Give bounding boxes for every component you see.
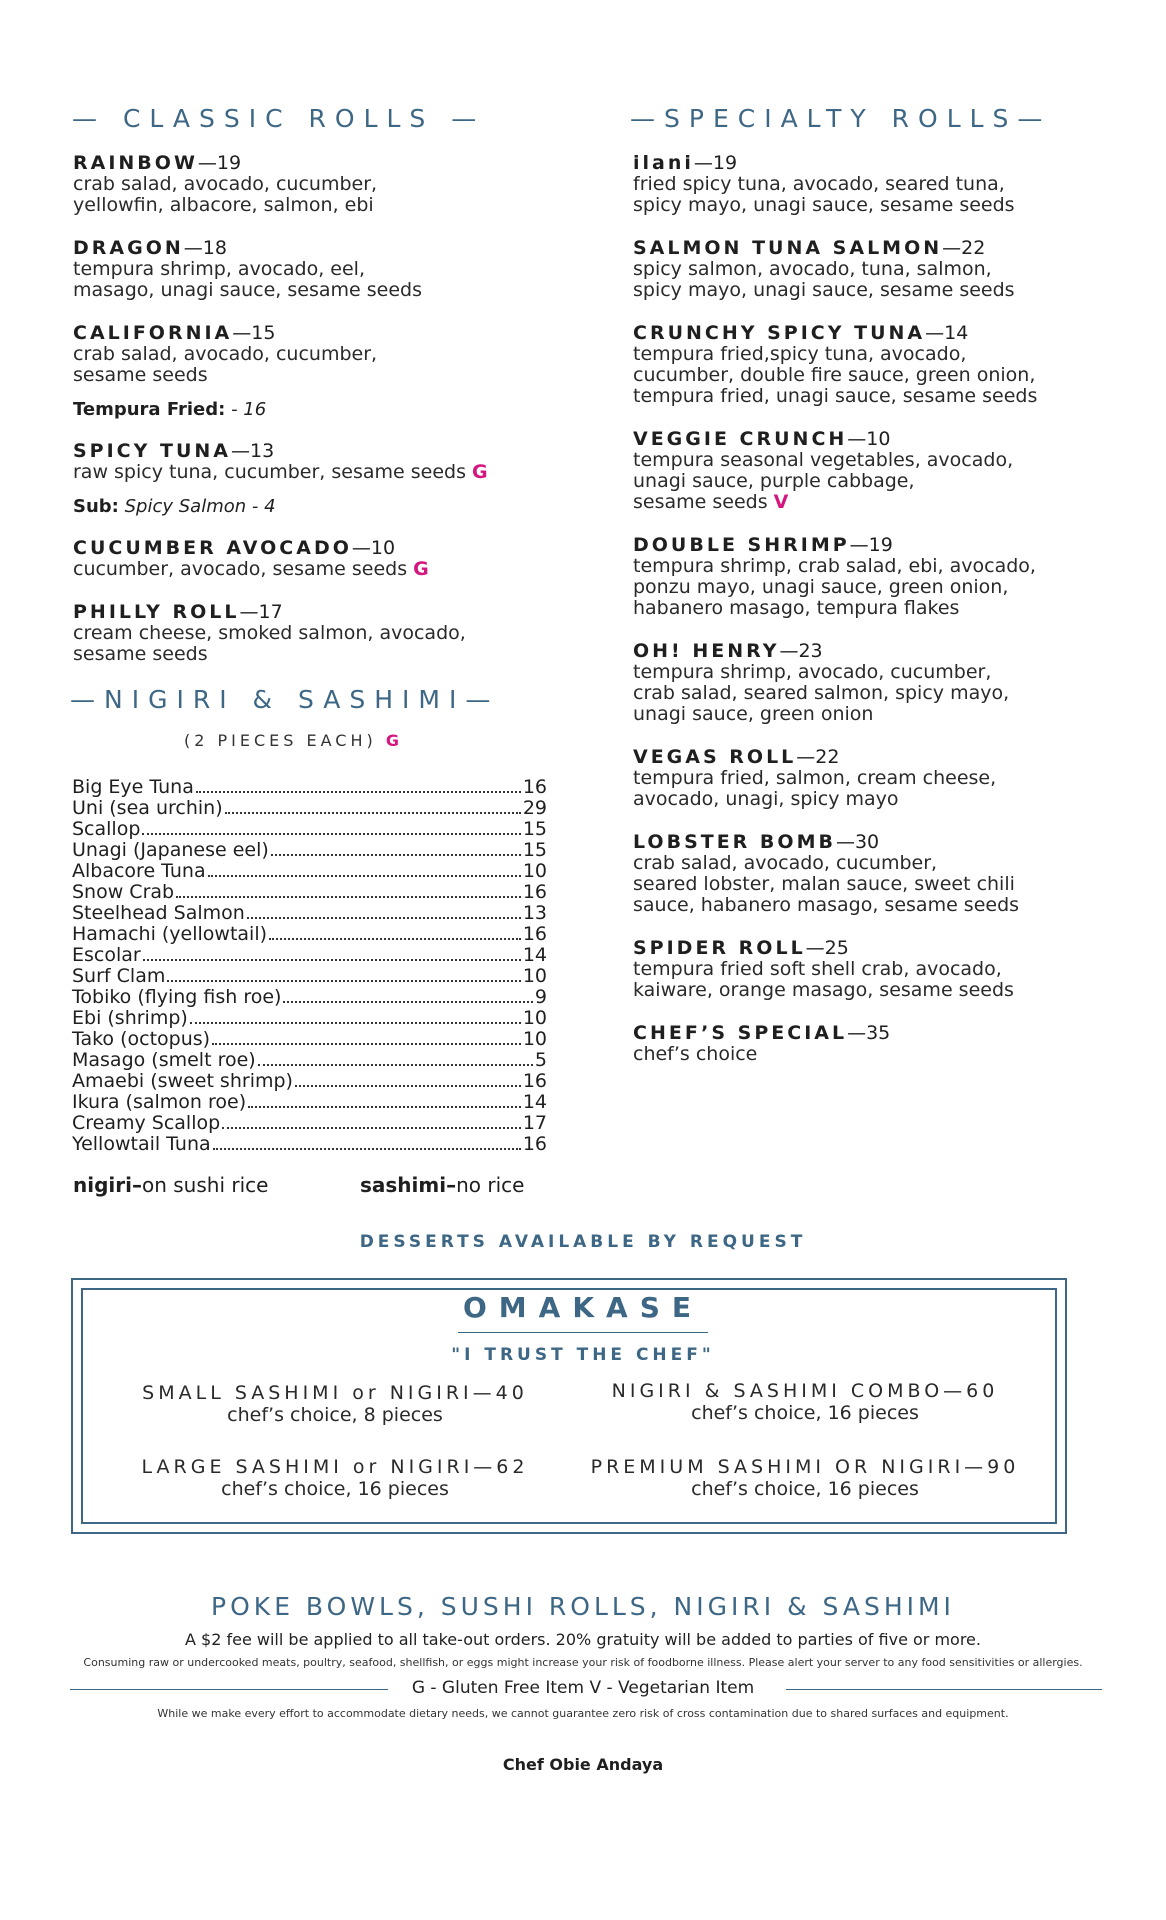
legend-rule-right <box>786 1689 1102 1690</box>
roll-name: LOBSTER BOMB <box>633 831 836 853</box>
nigiri-row <box>72 1092 547 1113</box>
description-line: cream cheese, smoked salmon, avocado, <box>73 622 466 644</box>
specialty-rolls-heading: —SPECIALTY ROLLS— <box>630 104 1052 133</box>
nigiri-name: Ebi (shrimp) <box>72 1007 188 1029</box>
nigiri-price: 10 <box>522 1007 547 1029</box>
dot-leader <box>142 833 520 835</box>
nigiri-name: Steelhead Salmon <box>72 902 245 924</box>
omakase-item-title: PREMIUM SASHIMI OR NIGIRI—90 <box>590 1456 1020 1478</box>
roll-price: —19 <box>849 534 893 556</box>
description-line: seared lobster, malan sauce, sweet chili <box>633 873 1015 895</box>
omakase-item-premium <box>570 1456 1040 1500</box>
roll-price: —14 <box>925 322 969 344</box>
roll-substitution <box>73 496 553 517</box>
roll-name: PHILLY ROLL <box>73 601 240 623</box>
omakase-item-title: SMALL SASHIMI or NIGIRI—40 <box>142 1382 528 1404</box>
classic-roll-item-title <box>73 440 553 462</box>
dot-leader <box>196 791 521 793</box>
specialty-roll-item <box>633 746 1133 810</box>
roll-name: ilani <box>633 152 694 174</box>
specialty-roll-item-title <box>633 937 1133 959</box>
description-line: crab salad, avocado, cucumber, <box>73 343 378 365</box>
nigiri-price: 10 <box>522 965 547 987</box>
roll-name: SALMON TUNA SALMON <box>633 237 943 259</box>
description-line: sesame seeds <box>73 643 208 665</box>
classic-roll-item-title <box>73 237 553 259</box>
roll-description <box>633 768 1133 810</box>
nigiri-price: 5 <box>534 1049 547 1071</box>
roll-description <box>633 853 1133 916</box>
roll-name: DRAGON <box>73 237 184 259</box>
roll-description <box>633 344 1133 407</box>
nigiri-name: Ikura (salmon roe) <box>72 1091 247 1113</box>
roll-description <box>633 174 1133 216</box>
nigiri-price: 16 <box>522 1133 547 1155</box>
specialty-roll-item <box>633 428 1133 513</box>
nigiri-name: Surf Clam <box>72 965 166 987</box>
nigiri-name: Uni (sea urchin) <box>72 797 223 819</box>
roll-price: —19 <box>693 152 738 174</box>
dot-leader <box>269 938 521 940</box>
cross-contamination-disclaimer: While we make every effort to accommodate dietary needs, we cannot guarantee zero risk of cross contamination due to shared surfaces and equipment. <box>157 1707 1009 1720</box>
nigiri-price: 14 <box>522 1091 547 1113</box>
description-line: sesame seeds <box>73 364 208 386</box>
classic-roll-item-title <box>73 152 553 174</box>
nigiri-row <box>72 840 547 861</box>
specialty-roll-item-title <box>633 746 1133 768</box>
nigiri-price: 15 <box>522 818 547 840</box>
nigiri-row <box>72 1113 547 1134</box>
dot-leader <box>283 1001 532 1003</box>
roll-description <box>73 462 553 483</box>
omakase-item-desc: chef’s choice, 16 pieces <box>691 1478 919 1500</box>
description-line: spicy mayo, unagi sauce, sesame seeds <box>633 194 1015 216</box>
sashimi-label: sashimi– <box>360 1173 457 1197</box>
nigiri-sashimi-heading: —NIGIRI & SASHIMI— <box>70 685 500 714</box>
dot-leader <box>225 812 521 814</box>
sub-label: Sub: <box>73 496 119 517</box>
dietary-legend: G - Gluten Free Item V - Vegetarian Item <box>411 1678 755 1698</box>
footer-banner: POKE BOWLS, SUSHI ROLLS, NIGIRI & SASHIMI <box>211 1592 955 1621</box>
roll-description <box>73 259 553 301</box>
dot-leader <box>295 1085 521 1087</box>
specialty-roll-item-title <box>633 831 1133 853</box>
description-line: raw spicy tuna, cucumber, sesame seeds G <box>73 461 488 483</box>
roll-description <box>633 662 1133 725</box>
specialty-roll-item-title <box>633 322 1133 344</box>
roll-price: —25 <box>805 937 849 959</box>
dot-leader <box>247 917 521 919</box>
roll-name: SPICY TUNA <box>73 440 231 462</box>
sashimi-note <box>360 1173 524 1197</box>
dot-leader <box>258 1064 533 1066</box>
nigiri-name: Masago (smelt roe) <box>72 1049 256 1071</box>
roll-price: —23 <box>779 640 823 662</box>
classic-roll-item-title <box>73 537 553 559</box>
description-line: cucumber, double fire sauce, green onion, <box>633 364 1036 386</box>
description-line: tempura fried soft shell crab, avocado, <box>633 958 1002 980</box>
omakase-item-title: NIGIRI & SASHIMI COMBO—60 <box>611 1380 999 1402</box>
roll-substitution <box>73 399 553 420</box>
roll-description <box>633 556 1133 619</box>
nigiri-row <box>72 1134 547 1155</box>
description-line: kaiware, orange masago, sesame seeds <box>633 979 1014 1001</box>
specialty-roll-item <box>633 1022 1133 1065</box>
description-line: tempura shrimp, avocado, cucumber, <box>633 661 992 683</box>
omakase-item-title: LARGE SASHIMI or NIGIRI—62 <box>141 1456 529 1478</box>
dot-leader <box>190 1022 521 1024</box>
roll-description <box>73 174 553 216</box>
nigiri-label: nigiri– <box>73 1173 142 1197</box>
roll-name: VEGAS ROLL <box>633 746 797 768</box>
roll-name: SPIDER ROLL <box>633 937 806 959</box>
nigiri-price: 29 <box>522 797 547 819</box>
nigiri-row <box>72 924 547 945</box>
omakase-title: OMAKASE <box>463 1291 703 1324</box>
diet-marker: V <box>773 491 789 513</box>
classic-roll-item <box>73 322 553 386</box>
nigiri-row <box>72 966 547 987</box>
dot-leader <box>213 1148 521 1150</box>
specialty-roll-item <box>633 937 1133 1001</box>
description-line: tempura seasonal vegetables, avocado, <box>633 449 1014 471</box>
description-line: cucumber, avocado, sesame seeds G <box>73 558 429 580</box>
roll-description <box>73 623 553 665</box>
nigiri-price: 16 <box>522 1070 547 1092</box>
nigiri-text: on sushi rice <box>141 1173 269 1197</box>
nigiri-price: 9 <box>534 986 547 1008</box>
nigiri-name: Scallop <box>72 818 141 840</box>
nigiri-name: Tako (octopus) <box>72 1028 211 1050</box>
roll-name: CHEF’S SPECIAL <box>633 1022 848 1044</box>
nigiri-note <box>73 1173 268 1197</box>
diet-marker: G <box>472 461 488 483</box>
specialty-roll-item <box>633 534 1133 619</box>
dot-leader <box>248 1106 521 1108</box>
nigiri-row <box>72 903 547 924</box>
roll-name: OH! HENRY <box>633 640 780 662</box>
description-line: sesame seeds V <box>633 491 789 513</box>
roll-price: —10 <box>351 537 396 559</box>
specialty-roll-item <box>633 322 1133 407</box>
nigiri-subheading <box>184 731 403 750</box>
specialty-roll-item-title <box>633 237 1133 259</box>
sub-value: - 16 <box>231 399 267 420</box>
chef-name: Chef Obie Andaya <box>502 1755 664 1774</box>
omakase-item-desc: chef’s choice, 16 pieces <box>691 1402 919 1424</box>
description-line: crab salad, avocado, cucumber, <box>73 173 378 195</box>
desserts-note: DESSERTS AVAILABLE BY REQUEST <box>359 1232 807 1252</box>
roll-name: CALIFORNIA <box>73 322 233 344</box>
roll-description <box>73 559 553 580</box>
nigiri-price: 13 <box>522 902 547 924</box>
description-line: tempura shrimp, crab salad, ebi, avocado, <box>633 555 1036 577</box>
nigiri-row <box>72 1071 547 1092</box>
roll-price: —22 <box>942 237 986 259</box>
nigiri-name: Big Eye Tuna <box>72 776 194 798</box>
nigiri-row <box>72 882 547 903</box>
nigiri-row <box>72 987 547 1008</box>
specialty-roll-item-title <box>633 640 1133 662</box>
classic-roll-item-title <box>73 601 553 623</box>
description-line: unagi sauce, purple cabbage, <box>633 470 915 492</box>
sub-label: Tempura Fried: <box>73 399 226 420</box>
nigiri-row <box>72 1029 547 1050</box>
classic-roll-item <box>73 440 553 483</box>
classic-roll-item-title <box>73 322 553 344</box>
description-line: fried spicy tuna, avocado, seared tuna, <box>633 173 1005 195</box>
description-line: sauce, habanero masago, sesame seeds <box>633 894 1020 916</box>
description-line: avocado, unagi, spicy mayo <box>633 788 899 810</box>
nigiri-price: 14 <box>522 944 547 966</box>
classic-roll-item <box>73 152 553 216</box>
omakase-item-desc: chef’s choice, 16 pieces <box>221 1478 449 1500</box>
classic-rolls-heading: — CLASSIC ROLLS — <box>72 104 486 133</box>
omakase-item-desc: chef’s choice, 8 pieces <box>227 1404 443 1426</box>
nigiri-row <box>72 798 547 819</box>
nigiri-name: Yellowtail Tuna <box>72 1133 211 1155</box>
description-line: tempura fried,spicy tuna, avocado, <box>633 343 967 365</box>
nigiri-name: Albacore Tuna <box>72 860 206 882</box>
roll-price: —35 <box>847 1022 891 1044</box>
roll-price: —17 <box>239 601 283 623</box>
classic-rolls-column <box>73 152 553 686</box>
description-line: spicy mayo, unagi sauce, sesame seeds <box>633 279 1015 301</box>
description-line: spicy salmon, avocado, tuna, salmon, <box>633 258 992 280</box>
omakase-item-small <box>100 1382 570 1426</box>
roll-description <box>633 959 1133 1001</box>
description-line: chef’s choice <box>633 1043 758 1065</box>
description-line: unagi sauce, green onion <box>633 703 874 725</box>
foodborne-warning: Consuming raw or undercooked meats, poultry, seafood, shellfish, or eggs might increase your risk of foodborne illness. Please alert your server to any food sensitivities or allergies. <box>83 1656 1083 1669</box>
nigiri-row <box>72 861 547 882</box>
roll-name: CRUNCHY SPICY TUNA <box>633 322 926 344</box>
description-line: ponzu mayo, unagi sauce, green onion, <box>633 576 1009 598</box>
description-line: habanero masago, tempura flakes <box>633 597 960 619</box>
nigiri-name: Creamy Scallop <box>72 1112 221 1134</box>
sub-value: Spicy Salmon - 4 <box>124 496 276 517</box>
sashimi-text: no rice <box>456 1173 525 1197</box>
omakase-tagline: "I TRUST THE CHEF" <box>451 1345 715 1365</box>
dot-leader <box>208 875 521 877</box>
description-line: tempura fried, unagi sauce, sesame seeds <box>633 385 1038 407</box>
classic-roll-item <box>73 537 553 580</box>
description-line: yellowfin, albacore, salmon, ebi <box>73 194 374 216</box>
description-line: crab salad, seared salmon, spicy mayo, <box>633 682 1010 704</box>
roll-price: —15 <box>232 322 276 344</box>
specialty-roll-item <box>633 237 1133 301</box>
roll-price: —18 <box>183 237 227 259</box>
roll-name: VEGGIE CRUNCH <box>633 428 848 450</box>
dot-leader <box>222 1127 521 1129</box>
nigiri-price: 10 <box>522 1028 547 1050</box>
nigiri-row <box>72 945 547 966</box>
description-line: tempura shrimp, avocado, eel, <box>73 258 365 280</box>
nigiri-name: Unagi (Japanese eel) <box>72 839 269 861</box>
nigiri-price: 10 <box>522 860 547 882</box>
roll-price: —13 <box>231 440 275 462</box>
roll-name: CUCUMBER AVOCADO <box>73 537 352 559</box>
takeout-fee-note: A $2 fee will be applied to all take-out orders. 20% gratuity will be added to parties of five or more. <box>185 1630 981 1649</box>
nigiri-price: 16 <box>522 776 547 798</box>
omakase-item-combo <box>570 1380 1040 1424</box>
omakase-item-large <box>100 1456 570 1500</box>
nigiri-price: 16 <box>522 923 547 945</box>
description-line: tempura fried, salmon, cream cheese, <box>633 767 997 789</box>
description-line: crab salad, avocado, cucumber, <box>633 852 938 874</box>
specialty-roll-item-title <box>633 1022 1133 1044</box>
specialty-roll-item <box>633 640 1133 725</box>
specialty-rolls-column <box>633 152 1133 1086</box>
roll-name: RAINBOW <box>73 152 198 174</box>
nigiri-price: 15 <box>522 839 547 861</box>
diet-marker: G <box>413 558 429 580</box>
specialty-roll-item <box>633 831 1133 916</box>
nigiri-price: 16 <box>522 881 547 903</box>
nigiri-price: 17 <box>522 1112 547 1134</box>
roll-price: —10 <box>847 428 891 450</box>
nigiri-row <box>72 1050 547 1071</box>
dot-leader <box>271 854 521 856</box>
roll-price: —22 <box>796 746 840 768</box>
roll-name: DOUBLE SHRIMP <box>633 534 850 556</box>
specialty-roll-item-title <box>633 152 1133 174</box>
omakase-divider <box>458 1332 708 1333</box>
specialty-roll-item-title <box>633 534 1133 556</box>
gluten-free-marker: G <box>385 731 403 750</box>
roll-description <box>73 344 553 386</box>
nigiri-row <box>72 1008 547 1029</box>
nigiri-name: Escolar <box>72 944 141 966</box>
roll-description <box>633 259 1133 301</box>
classic-roll-item <box>73 601 553 665</box>
dot-leader <box>212 1043 521 1045</box>
nigiri-list <box>72 777 547 1155</box>
roll-price: —30 <box>835 831 880 853</box>
nigiri-name: Hamachi (yellowtail) <box>72 923 268 945</box>
description-line: masago, unagi sauce, sesame seeds <box>73 279 422 301</box>
dot-leader <box>167 980 520 982</box>
specialty-roll-item-title <box>633 428 1133 450</box>
nigiri-row <box>72 777 547 798</box>
nigiri-row <box>72 819 547 840</box>
nigiri-subheading-text: (2 PIECES EACH) <box>184 731 377 750</box>
roll-description <box>633 450 1133 513</box>
nigiri-name: Snow Crab <box>72 881 175 903</box>
classic-roll-item <box>73 237 553 301</box>
nigiri-name: Amaebi (sweet shrimp) <box>72 1070 293 1092</box>
roll-price: —19 <box>197 152 242 174</box>
nigiri-name: Tobiko (flying fish roe) <box>72 986 282 1008</box>
dot-leader <box>143 959 521 961</box>
dot-leader <box>176 896 521 898</box>
specialty-roll-item <box>633 152 1133 216</box>
roll-description <box>633 1044 1133 1065</box>
